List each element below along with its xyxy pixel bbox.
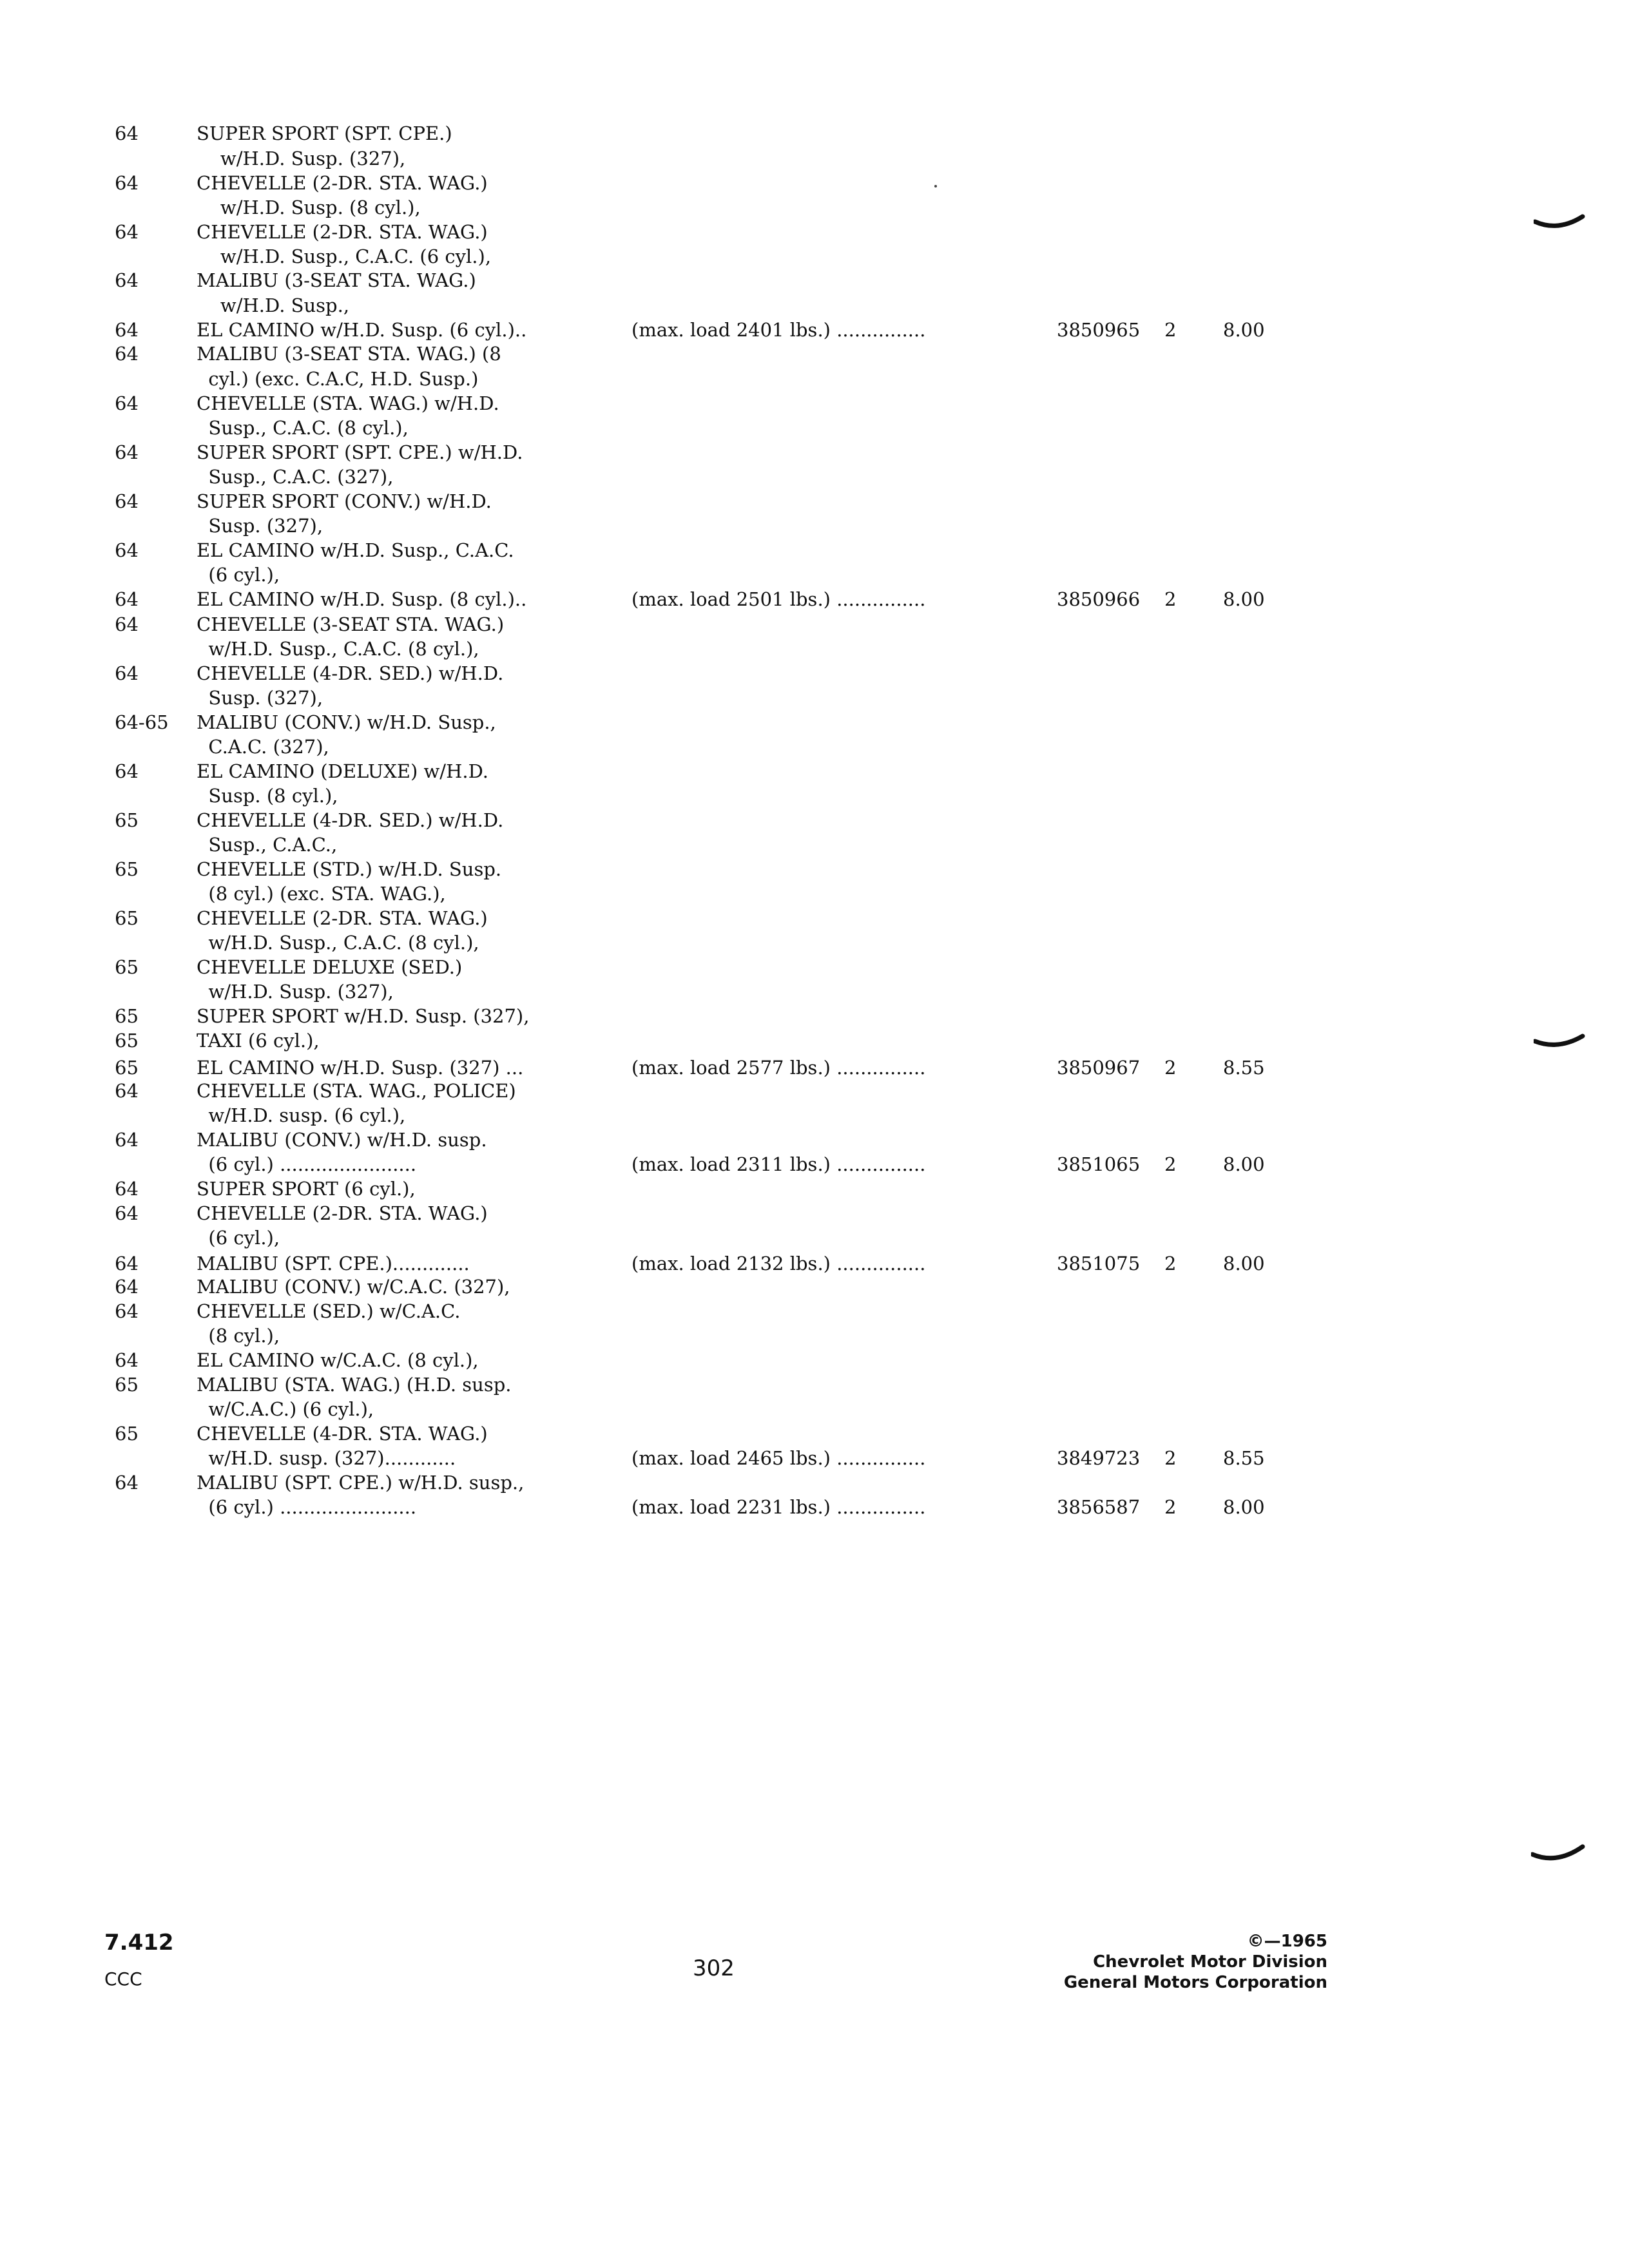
year-label: 64 (115, 1276, 139, 1298)
year-label: 65 (115, 1057, 139, 1079)
vehicle-description: SUPER SPORT (6 cyl.), (197, 1178, 416, 1200)
part-number: 3851065 (1057, 1153, 1141, 1175)
vehicle-description: CHEVELLE (4-DR. SED.) w/H.D. (197, 809, 504, 831)
year-label: 65 (115, 809, 139, 831)
vehicle-description: MALIBU (3-SEAT STA. WAG.) (197, 269, 476, 291)
vehicle-description: w/C.A.C.) (6 cyl.), (197, 1398, 374, 1420)
vehicle-description: SUPER SPORT (SPT. CPE.) w/H.D. (197, 441, 523, 463)
quantity: 2 (1164, 1153, 1177, 1175)
vehicle-description: CHEVELLE (4-DR. STA. WAG.) (197, 1423, 488, 1445)
part-number: 3851075 (1057, 1253, 1141, 1274)
year-label: 64 (115, 662, 139, 684)
vehicle-description: MALIBU (3-SEAT STA. WAG.) (8 (197, 343, 501, 365)
length-value: 8.55 (1223, 1447, 1265, 1469)
vehicle-description: SUPER SPORT w/H.D. Susp. (327), (197, 1005, 530, 1027)
vehicle-description: SUPER SPORT (CONV.) w/H.D. (197, 490, 492, 512)
max-load-note: (max. load 2501 lbs.) ............... (631, 588, 926, 610)
quantity: 2 (1164, 319, 1177, 341)
part-number: 3850966 (1057, 588, 1141, 610)
vehicle-description: w/H.D. Susp., C.A.C. (6 cyl.), (197, 245, 492, 267)
part-number: 3850965 (1057, 319, 1141, 341)
vehicle-description: w/H.D. Susp. (327), (197, 148, 406, 169)
year-label: 64 (115, 760, 139, 782)
year-label: 64 (115, 172, 139, 194)
vehicle-description: (6 cyl.), (197, 1227, 280, 1249)
vehicle-description: Susp., C.A.C., (197, 834, 338, 856)
vehicle-description: MALIBU (CONV.) w/H.D. Susp., (197, 711, 496, 733)
vehicle-description: CHEVELLE (SED.) w/C.A.C. (197, 1300, 461, 1322)
copyright-block (1064, 1931, 1327, 1993)
year-label: 65 (115, 1005, 139, 1027)
quantity: 2 (1164, 1447, 1177, 1469)
vehicle-description: SUPER SPORT (SPT. CPE.) (197, 122, 452, 144)
section-code: CCC (104, 1968, 142, 1990)
section-number: 7.412 (104, 1930, 174, 1956)
binding-mark-bottom (1531, 1843, 1585, 1871)
vehicle-description: w/H.D. Susp., (197, 294, 350, 316)
vehicle-description: TAXI (6 cyl.), (197, 1030, 320, 1052)
part-number: 3849723 (1057, 1447, 1141, 1469)
max-load-note: (max. load 2401 lbs.) ............... (631, 319, 926, 341)
vehicle-description: CHEVELLE (4-DR. SED.) w/H.D. (197, 662, 504, 684)
year-label: 64 (115, 490, 139, 512)
year-label: 64 (115, 588, 139, 610)
vehicle-description: EL CAMINO (DELUXE) w/H.D. (197, 760, 489, 782)
year-label: 64 (115, 1300, 139, 1322)
vehicle-description: CHEVELLE (2-DR. STA. WAG.) (197, 1202, 488, 1224)
year-label: 64 (115, 122, 139, 144)
length-value: 8.00 (1223, 319, 1265, 341)
year-label: 64 (115, 1178, 139, 1200)
year-label: 64 (115, 1253, 139, 1274)
vehicle-description: Susp. (327), (197, 687, 323, 709)
vehicle-description: EL CAMINO w/C.A.C. (8 cyl.), (197, 1349, 479, 1371)
year-label: 64 (115, 221, 139, 243)
vehicle-description: w/H.D. Susp., C.A.C. (8 cyl.), (197, 932, 479, 954)
year-label: 65 (115, 907, 139, 929)
corporation-name: General Motors Corporation (1063, 1973, 1327, 1992)
quantity: 2 (1164, 1057, 1177, 1079)
year-label: 64-65 (115, 711, 169, 733)
vehicle-description: MALIBU (STA. WAG.) (H.D. susp. (197, 1374, 512, 1396)
length-value: 8.00 (1223, 588, 1265, 610)
year-label: 64 (115, 269, 139, 291)
length-value: 8.55 (1223, 1057, 1265, 1079)
vehicle-description: EL CAMINO w/H.D. Susp. (8 cyl.).. (197, 588, 527, 610)
page-number: 302 (693, 1956, 735, 1981)
year-label: 65 (115, 1423, 139, 1445)
vehicle-description: MALIBU (SPT. CPE.) w/H.D. susp., (197, 1472, 525, 1494)
year-label: 65 (115, 1030, 139, 1052)
year-label: 65 (115, 1374, 139, 1396)
part-number: 3856587 (1057, 1496, 1141, 1518)
vehicle-description: Susp. (8 cyl.), (197, 785, 338, 807)
year-label: 64 (115, 1080, 139, 1102)
vehicle-description: EL CAMINO w/H.D. Susp. (327) ... (197, 1057, 524, 1079)
year-label: 64 (115, 319, 139, 341)
year-label: 64 (115, 1129, 139, 1151)
vehicle-description: (6 cyl.) ....................... (197, 1496, 417, 1518)
year-label: 64 (115, 613, 139, 635)
vehicle-description: CHEVELLE (2-DR. STA. WAG.) (197, 907, 488, 929)
vehicle-description: Susp. (327), (197, 515, 323, 537)
vehicle-description: (8 cyl.) (exc. STA. WAG.), (197, 883, 446, 905)
year-label: 64 (115, 1472, 139, 1494)
vehicle-description: MALIBU (SPT. CPE.)............. (197, 1253, 470, 1274)
vehicle-description: (6 cyl.) ....................... (197, 1153, 417, 1175)
vehicle-description: w/H.D. Susp., C.A.C. (8 cyl.), (197, 638, 479, 660)
max-load-note: (max. load 2465 lbs.) ............... (631, 1447, 926, 1469)
vehicle-description: CHEVELLE (3-SEAT STA. WAG.) (197, 613, 505, 635)
binding-mark-top (1534, 213, 1585, 238)
max-load-note: (max. load 2311 lbs.) ............... (631, 1153, 926, 1175)
vehicle-description: cyl.) (exc. C.A.C, H.D. Susp.) (197, 368, 479, 390)
quantity: 2 (1164, 1496, 1177, 1518)
max-load-note: (max. load 2577 lbs.) ............... (631, 1057, 926, 1079)
max-load-note: (max. load 2231 lbs.) ............... (631, 1496, 926, 1518)
quantity: 2 (1164, 1253, 1177, 1274)
year-label: 64 (115, 1202, 139, 1224)
year-label: 64 (115, 343, 139, 365)
year-label: 64 (115, 392, 139, 414)
max-load-note: (max. load 2132 lbs.) ............... (631, 1253, 926, 1274)
vehicle-description: Susp., C.A.C. (8 cyl.), (197, 417, 409, 439)
length-value: 8.00 (1223, 1496, 1265, 1518)
year-label: 65 (115, 956, 139, 978)
speck (934, 185, 937, 187)
copyright-year: ©—1965 (1247, 1932, 1327, 1951)
vehicle-description: CHEVELLE (2-DR. STA. WAG.) (197, 172, 488, 194)
year-label: 64 (115, 1349, 139, 1371)
vehicle-description: CHEVELLE (STA. WAG., POLICE) (197, 1080, 516, 1102)
year-label: 65 (115, 858, 139, 880)
vehicle-description: w/H.D. Susp. (327), (197, 981, 394, 1003)
vehicle-description: EL CAMINO w/H.D. Susp., C.A.C. (197, 539, 514, 561)
vehicle-description: C.A.C. (327), (197, 736, 329, 758)
year-label: 64 (115, 539, 139, 561)
vehicle-description: Susp., C.A.C. (327), (197, 466, 394, 488)
vehicle-description: w/H.D. susp. (6 cyl.), (197, 1104, 406, 1126)
part-number: 3850967 (1057, 1057, 1141, 1079)
quantity: 2 (1164, 588, 1177, 610)
length-value: 8.00 (1223, 1253, 1265, 1274)
length-value: 8.00 (1223, 1153, 1265, 1175)
vehicle-description: CHEVELLE (STA. WAG.) w/H.D. (197, 392, 499, 414)
vehicle-description: MALIBU (CONV.) w/H.D. susp. (197, 1129, 487, 1151)
vehicle-description: (8 cyl.), (197, 1325, 280, 1347)
vehicle-description: (6 cyl.), (197, 564, 280, 586)
vehicle-description: CHEVELLE DELUXE (SED.) (197, 956, 463, 978)
vehicle-description: CHEVELLE (2-DR. STA. WAG.) (197, 221, 488, 243)
division-name: Chevrolet Motor Division (1093, 1952, 1327, 1972)
vehicle-description: CHEVELLE (STD.) w/H.D. Susp. (197, 858, 502, 880)
vehicle-description: w/H.D. Susp. (8 cyl.), (197, 197, 421, 218)
binding-mark-middle (1534, 1032, 1585, 1058)
vehicle-description: w/H.D. susp. (327)............ (197, 1447, 456, 1469)
year-label: 64 (115, 441, 139, 463)
vehicle-description: MALIBU (CONV.) w/C.A.C. (327), (197, 1276, 510, 1298)
vehicle-description: EL CAMINO w/H.D. Susp. (6 cyl.).. (197, 319, 527, 341)
